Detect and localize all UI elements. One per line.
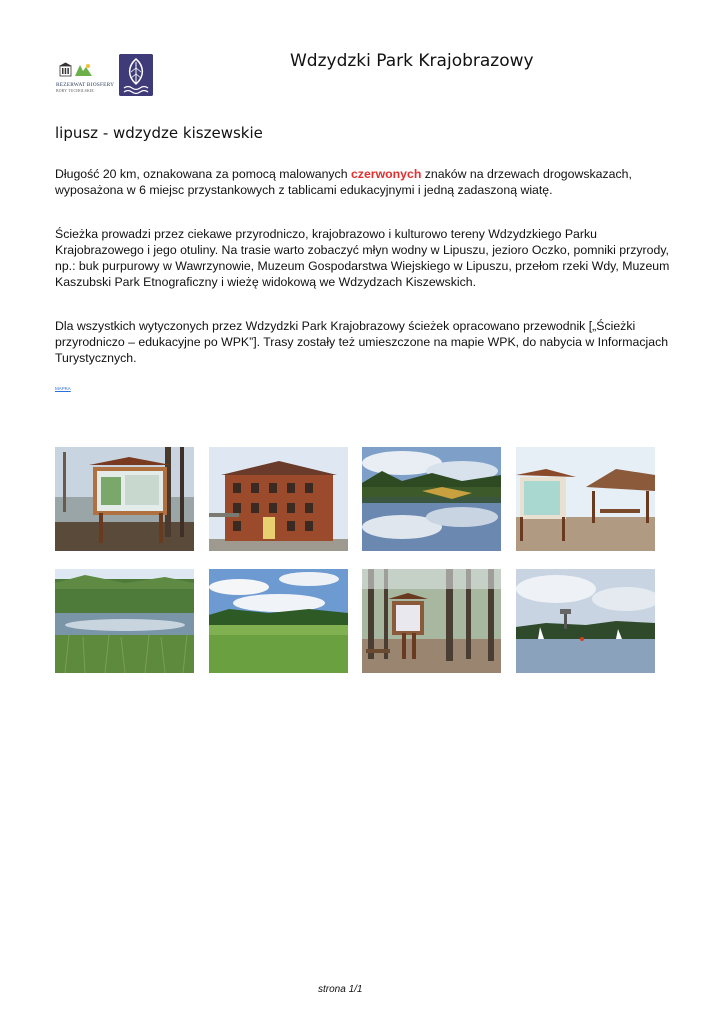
park-logo-icon <box>119 54 153 96</box>
gallery-photo-4[interactable] <box>516 447 655 551</box>
logos <box>56 54 156 98</box>
gallery-photo-5[interactable] <box>55 569 194 673</box>
map-link[interactable]: MAPKA <box>55 386 71 391</box>
biosphere-reserve-text: REZERWAT BIOSFERY BORY TUCHOLSKIE <box>56 82 115 93</box>
page-number: strona 1/1 <box>318 984 363 995</box>
page-title: Wdzydzki Park Krajobrazowy <box>290 51 534 71</box>
paragraph-guide: Dla wszystkich wytyczonych przez Wdzydzki Park Krajobrazowy ścieżek opracowano przewodnik [„Ścieżki przyrodniczo – edukacyjne po WPK”]. Trasy zostały też umieszczone na mapie WPK, do nabycia w Informacjach Turystycznych. <box>55 319 669 365</box>
gallery-photo-6[interactable] <box>209 569 348 673</box>
gallery-photo-7[interactable] <box>362 569 501 673</box>
highlight-red-word: czerwonych <box>350 167 422 181</box>
trail-title: lipusz - wdzydze kiszewskie <box>55 124 263 142</box>
gallery-photo-2[interactable] <box>209 447 348 551</box>
paragraph-route: Ścieżka prowadzi przez ciekawe przyrodniczo, krajobrazowo i kulturowo tereny Wdzydzkiego Parku Krajobrazowego i jego otuliny. Na trasie warto zobaczyć młyn wodny w Lipuszu, jezioro Oczko, pomniki przyrody, np.: buk purpurowy w Wawrzynowie, Muzeum Gospodarstwa Wiejskiego w Lipuszu, przełom rzeki Wdy, Muzeum Kaszubski Park Etnograficzny i wieżę widokową we Wdzydzach Kiszewskich. <box>55 227 670 289</box>
gallery-photo-8[interactable] <box>516 569 655 673</box>
paragraph-length: Długość 20 km, oznakowana za pomocą malowanych czerwonych znaków na drzewach drogowskazach, wyposażona w 6 miejsc przystankowych z tablicami edukacyjnymi i jedną zadaszoną wiatę. <box>55 167 632 197</box>
unesco-logo-icon <box>58 62 94 80</box>
gallery-photo-1[interactable] <box>55 447 194 551</box>
gallery-photo-3[interactable] <box>362 447 501 551</box>
